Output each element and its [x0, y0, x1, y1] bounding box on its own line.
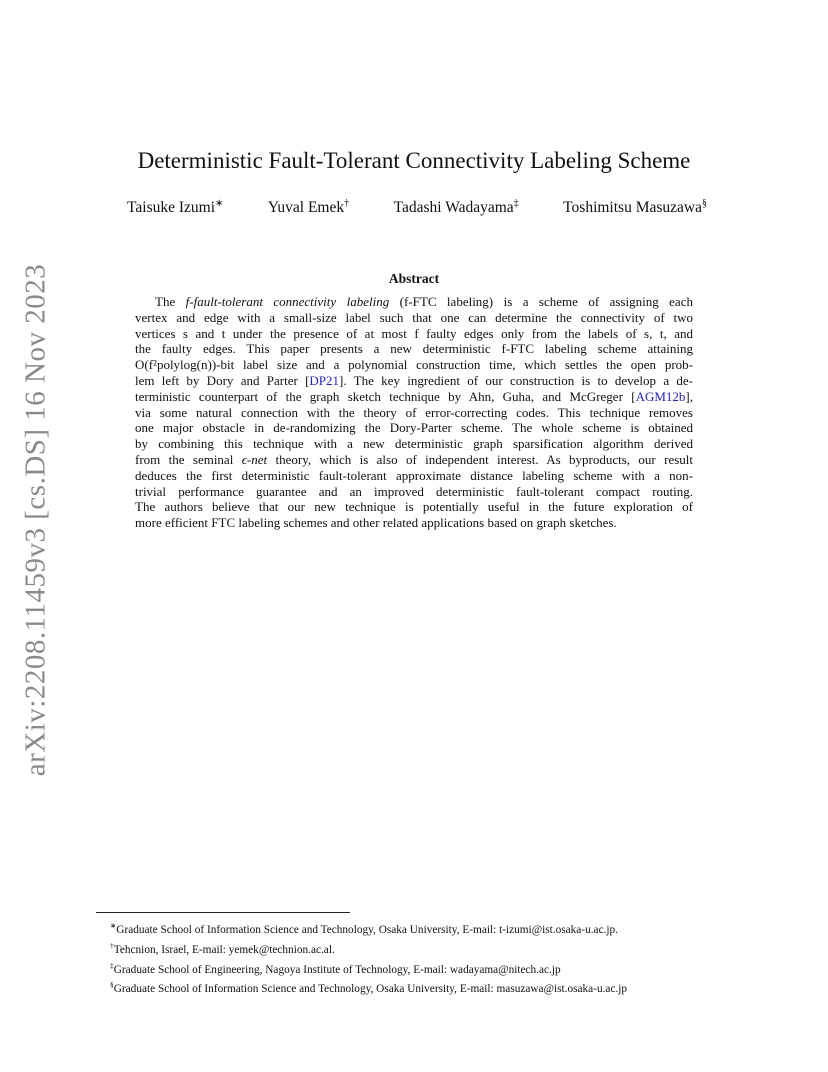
footnotes [110, 918, 750, 997]
author-footnote-mark: ∗ [215, 198, 224, 209]
emphasized-term: ϵ-net [241, 451, 268, 467]
paper-title: Deterministic Fault-Tolerant Connectivity Labeling Scheme [137, 148, 691, 173]
author: Toshimitsu Masuzawa§ [563, 198, 707, 217]
citation-link-agm12b[interactable]: AGM12b [635, 388, 686, 404]
author-footnote-mark: § [701, 198, 707, 209]
abstract-line: one major obstacle in de-randomizing the Dory-Parter scheme. The whole scheme is obtained [135, 420, 693, 436]
abstract-line: more efficient FTC labeling schemes and other related applications based on graph sketches. [135, 515, 617, 531]
arxiv-stamp-text: arXiv:2208.11459v3 [cs.DS] 16 Nov 2023 [19, 263, 52, 777]
abstract-line: O(f²polylog(n))-bit label size and a polynomial construction time, which settles the open prob- [135, 357, 693, 373]
abstract-line: lem left by Dory and Parter [DP21]. The key ingredient of our construction is to develop a de- [135, 372, 693, 388]
author-list [127, 198, 707, 217]
author-footnote-mark: † [344, 198, 350, 209]
footnote: ‡Graduate School of Engineering, Nagoya Institute of Technology, E-mail: wadayama@nitech.ac.jp [110, 960, 561, 976]
abstract-line: The f-fault-tolerant connectivity labeling (f-FTC labeling) is a scheme of assigning each [155, 294, 693, 309]
author: Taisuke Izumi∗ [127, 198, 224, 217]
footnote: §Graduate School of Information Science and Technology, Osaka University, E-mail: masuzawa@ist.osaka-u.ac.jp [110, 980, 628, 996]
emphasized-term: f-fault-tolerant connectivity labeling [185, 294, 390, 309]
author: Yuval Emek† [267, 198, 350, 217]
footnote-divider [96, 912, 350, 913]
footnote: ∗Graduate School of Information Science and Technology, Osaka University, E-mail: t-izumi@ist.osaka-u.ac.jp. [110, 921, 619, 936]
author: Tadashi Wadayama‡ [393, 198, 519, 217]
abstract-line: vertex and edge with a small-size label such that one can determine the connectivity of two [135, 309, 693, 325]
abstract-line: the faulty edges. This paper presents a new deterministic f-FTC labeling scheme attaining [135, 341, 693, 357]
footnote: †Tehcnion, Israel, E-mail: yemek@technion.ac.al. [110, 940, 335, 956]
abstract-line: by combining this technique with a new deterministic graph sparsification algorithm derived [135, 436, 693, 452]
abstract-line: trivial performance guarantee and an improved deterministic fault-tolerant compact routing. [135, 483, 693, 499]
abstract-line: terministic counterpart of the graph sketch technique by Ahn, Guha, and McGreger [AGM12b], [135, 388, 693, 404]
abstract-line: vertices s and t under the presence of at most f faulty edges only from the labels of s, t, and [135, 325, 693, 341]
abstract-line: from the seminal ϵ-net theory, which is also of independent interest. As byproducts, our result [135, 451, 693, 467]
abstract-heading: Abstract [388, 271, 440, 286]
abstract-line: The authors believe that our new technique is potentially useful in the future exploration of [135, 499, 693, 515]
abstract-body [135, 294, 693, 531]
citation-link-dp21[interactable]: DP21 [309, 372, 340, 388]
abstract-line: deduces the first deterministic fault-tolerant approximate distance labeling scheme with a non- [135, 467, 693, 483]
author-footnote-mark: ‡ [513, 198, 519, 209]
abstract-line: via some natural connection with the theory of error-correcting codes. This technique removes [135, 404, 693, 420]
